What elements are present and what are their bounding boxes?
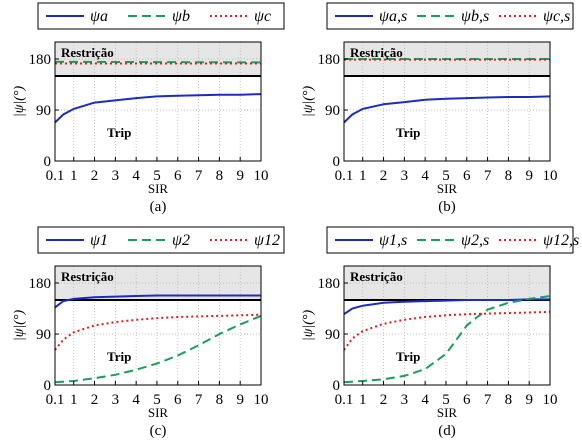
legend-label-1: ψa (90, 8, 108, 25)
legend (38, 227, 284, 253)
legend-label-3: ψc (254, 8, 272, 25)
chart-panel-3 (12, 227, 284, 439)
x-tick-label: 10 (253, 168, 269, 184)
series-line-2 (55, 62, 261, 63)
x-tick-label: 6 (174, 168, 182, 184)
y-tick-label: 0 (332, 378, 340, 394)
y-tick-label: 90 (325, 327, 340, 343)
chart-panel-4 (301, 227, 579, 439)
x-tick-label: 4 (421, 392, 429, 408)
x-axis-label: SIR (147, 181, 169, 196)
x-tick-label: 7 (483, 168, 492, 184)
x-tick-label: 2 (379, 168, 388, 184)
legend (38, 3, 284, 29)
x-tick-label: 9 (236, 168, 244, 184)
x-tick-label: 8 (215, 168, 224, 184)
y-axis-label: |ψ|(°) (301, 309, 316, 342)
x-axis-label: SIR (436, 181, 458, 196)
y-tick-label: 0 (332, 154, 340, 170)
panel-caption: (d) (438, 423, 456, 439)
trip-label: Trip (107, 349, 132, 365)
legend-label-1: ψ1 (90, 232, 108, 249)
x-tick-label: 5 (442, 168, 450, 184)
legend-label-1: ψ1,s (379, 232, 408, 249)
x-tick-label: 6 (174, 392, 182, 408)
x-axis-label: SIR (436, 405, 458, 420)
restraint-label: Restrição (61, 45, 114, 60)
x-tick-label: 0.1 (334, 392, 354, 408)
y-tick-label: 180 (317, 52, 340, 68)
series-line-1 (55, 94, 261, 122)
legend-label-3: ψ12,s (543, 232, 580, 249)
x-tick-label: 10 (253, 392, 269, 408)
legend-label-1: ψa,s (379, 8, 408, 25)
x-tick-label: 0.1 (45, 168, 65, 184)
y-tick-label: 0 (43, 378, 51, 394)
x-tick-label: 3 (400, 392, 409, 408)
x-tick-label: 2 (90, 392, 99, 408)
legend-label-2: ψ2,s (461, 232, 490, 249)
series-line-2 (344, 296, 550, 382)
legend (327, 227, 579, 253)
chart-panel-2 (301, 3, 573, 215)
restraint-label: Restrição (350, 269, 403, 284)
x-tick-label: 4 (132, 392, 140, 408)
x-tick-label: 4 (421, 168, 429, 184)
panel-caption: (b) (438, 199, 456, 215)
x-tick-label: 10 (542, 168, 558, 184)
restraint-label: Restrição (350, 45, 403, 60)
y-tick-label: 90 (325, 103, 340, 119)
series-line-2 (55, 316, 261, 382)
x-tick-label: 9 (525, 392, 533, 408)
legend-label-3: ψ12 (254, 232, 280, 249)
x-tick-label: 1 (358, 168, 367, 184)
restraint-label: Restrição (61, 269, 114, 284)
legend-label-2: ψ2 (172, 232, 190, 249)
y-axis-label: |ψ|(°) (12, 85, 27, 118)
chart-panel-1 (12, 3, 284, 215)
x-tick-label: 2 (379, 392, 388, 408)
panel-caption: (c) (149, 423, 167, 439)
y-tick-label: 180 (317, 276, 340, 292)
trip-label: Trip (396, 125, 421, 141)
x-tick-label: 1 (69, 168, 78, 184)
x-tick-label: 5 (153, 168, 161, 184)
legend-label-3: ψc,s (543, 8, 571, 25)
y-tick-label: 0 (43, 154, 51, 170)
x-tick-label: 7 (194, 168, 203, 184)
series-line-3 (344, 312, 550, 350)
x-tick-label: 2 (90, 168, 99, 184)
x-tick-label: 7 (483, 392, 492, 408)
series-line-3 (55, 315, 261, 350)
panel-caption: (a) (149, 199, 167, 215)
x-tick-label: 5 (153, 392, 161, 408)
y-axis-label: |ψ|(°) (12, 309, 27, 342)
x-tick-label: 8 (504, 168, 513, 184)
y-tick-label: 90 (36, 103, 51, 119)
x-tick-label: 3 (111, 168, 120, 184)
x-tick-label: 9 (525, 168, 533, 184)
x-axis-label: SIR (147, 405, 169, 420)
legend (327, 3, 573, 29)
x-tick-label: 0.1 (334, 168, 354, 184)
trip-label: Trip (396, 349, 421, 365)
x-tick-label: 8 (215, 392, 224, 408)
x-tick-label: 4 (132, 168, 140, 184)
x-tick-label: 3 (400, 168, 409, 184)
x-tick-label: 1 (358, 392, 367, 408)
series-line-1 (344, 96, 550, 122)
x-tick-label: 10 (542, 392, 558, 408)
x-tick-label: 6 (463, 392, 471, 408)
x-tick-label: 8 (504, 392, 513, 408)
trip-label: Trip (107, 125, 132, 141)
x-tick-label: 9 (236, 392, 244, 408)
y-tick-label: 180 (28, 276, 51, 292)
legend-label-2: ψb (172, 8, 190, 25)
x-tick-label: 1 (69, 392, 78, 408)
y-axis-label: |ψ|(°) (301, 85, 316, 118)
x-tick-label: 5 (442, 392, 450, 408)
x-tick-label: 6 (463, 168, 471, 184)
legend-label-2: ψb,s (461, 8, 490, 25)
y-tick-label: 180 (28, 52, 51, 68)
x-tick-label: 3 (111, 392, 120, 408)
x-tick-label: 7 (194, 392, 203, 408)
y-tick-label: 90 (36, 327, 51, 343)
x-tick-label: 0.1 (45, 392, 65, 408)
